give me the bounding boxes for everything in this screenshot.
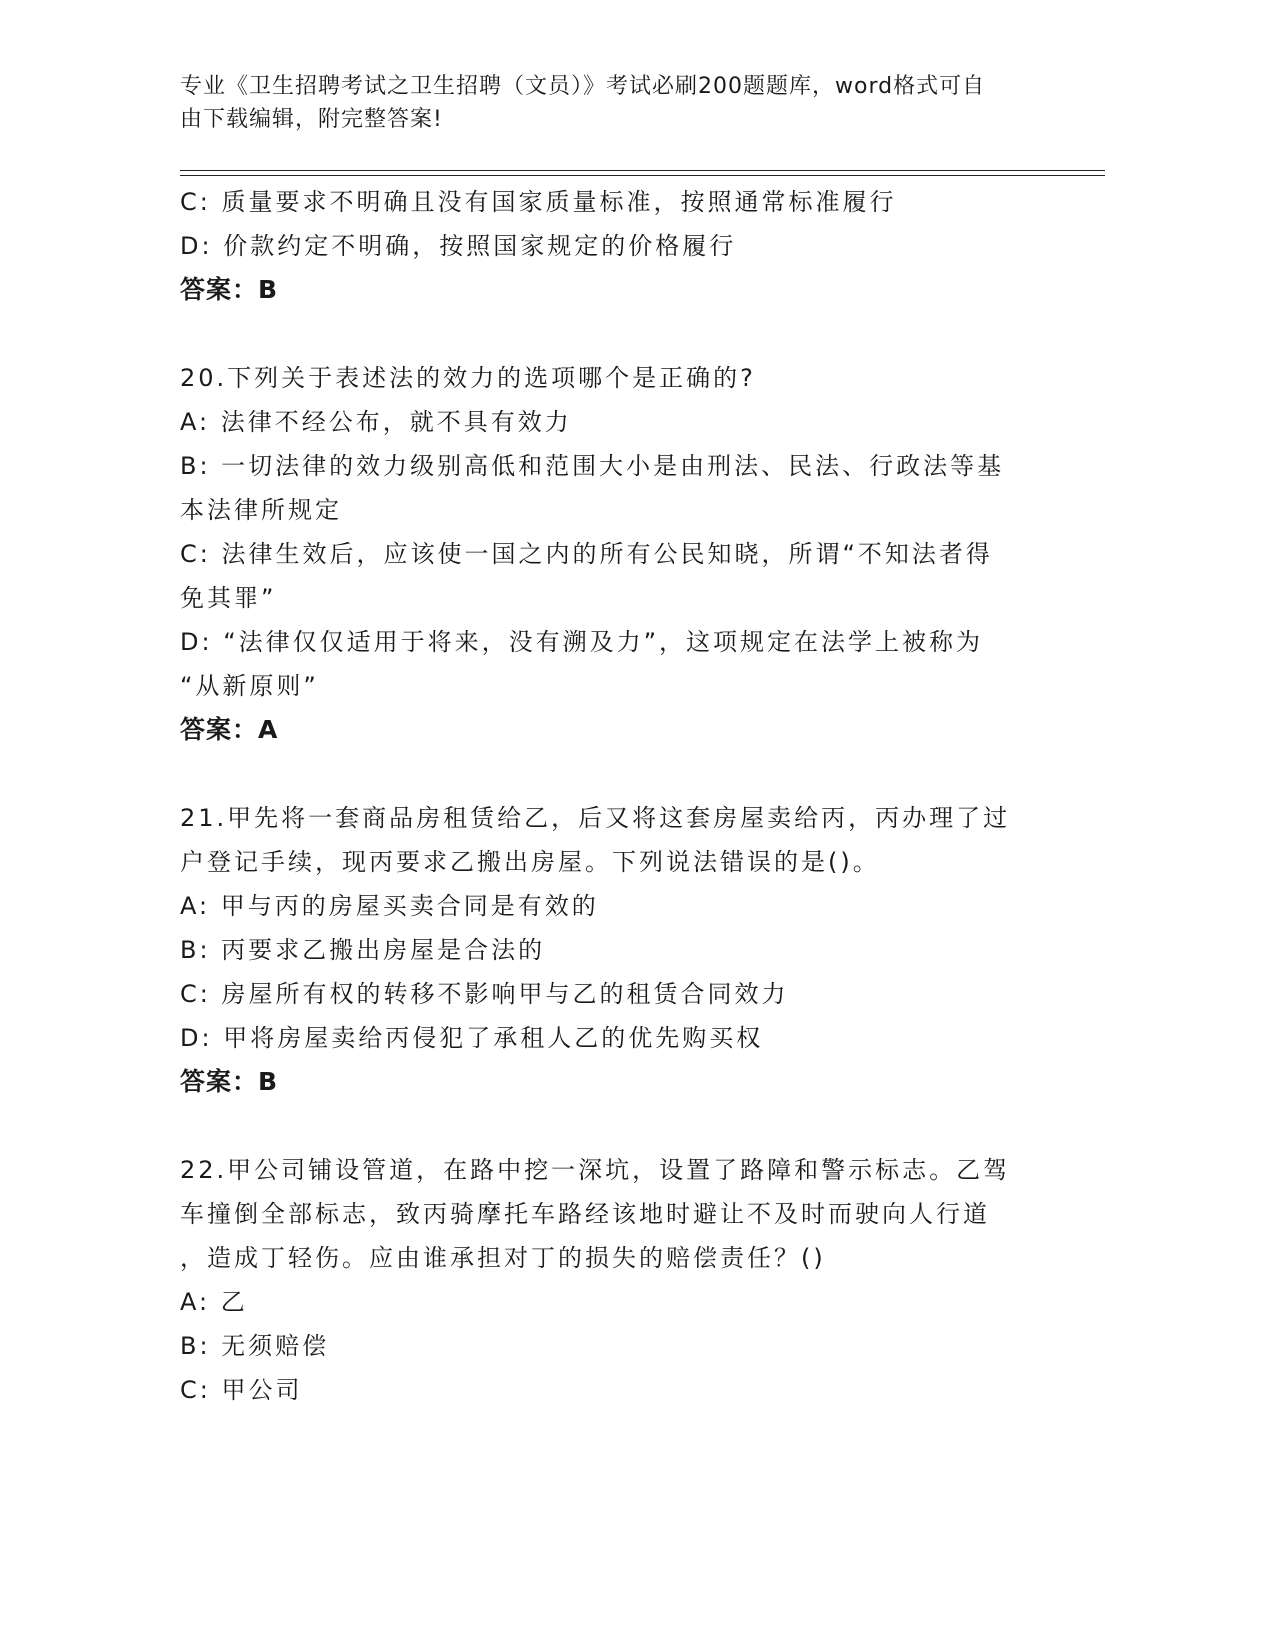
option-c: C: 质量要求不明确且没有国家质量标准，按照通常标准履行 bbox=[180, 188, 897, 216]
question-text-line-3: ，造成丁轻伤。应由谁承担对丁的损失的赔偿责任？() bbox=[180, 1244, 826, 1272]
document-body bbox=[180, 180, 1040, 1412]
question-20 bbox=[180, 356, 1040, 752]
header-title-line-2: 由下载编辑，附完整答案! bbox=[180, 107, 443, 132]
question-21 bbox=[180, 796, 1040, 1104]
question-text-line-2: 户登记手续，现丙要求乙搬出房屋。下列说法错误的是()。 bbox=[180, 848, 880, 876]
option-c-line-1: C: 法律生效后，应该使一国之内的所有公民知晓，所谓“不知法者得 bbox=[180, 540, 993, 568]
option-b-line-2: 本法律所规定 bbox=[180, 496, 342, 524]
header-divider-top bbox=[180, 170, 1105, 171]
answer-label: 答案：A bbox=[180, 715, 279, 744]
spacer bbox=[180, 752, 1040, 796]
option-a: A: 甲与丙的房屋买卖合同是有效的 bbox=[180, 892, 599, 920]
option-a: A: 乙 bbox=[180, 1288, 248, 1316]
header-title-line-1: 专业《卫生招聘考试之卫生招聘（文员）》考试必刷200题题库，word格式可自 bbox=[180, 74, 986, 99]
option-b: B: 无须赔偿 bbox=[180, 1332, 330, 1360]
option-d: D: 甲将房屋卖给丙侵犯了承租人乙的优先购买权 bbox=[180, 1024, 764, 1052]
answer-label: 答案：B bbox=[180, 1067, 279, 1096]
option-c: C: 甲公司 bbox=[180, 1376, 303, 1404]
answer-label: 答案：B bbox=[180, 275, 279, 304]
question-text-line-1: 22.甲公司铺设管道，在路中挖一深坑，设置了路障和警示标志。乙驾 bbox=[180, 1156, 1011, 1184]
question-22 bbox=[180, 1148, 1040, 1412]
document-header bbox=[180, 70, 1040, 136]
option-c-line-2: 免其罪” bbox=[180, 584, 277, 612]
question-text: 20.下列关于表述法的效力的选项哪个是正确的? bbox=[180, 364, 756, 392]
option-c: C: 房屋所有权的转移不影响甲与乙的租赁合同效力 bbox=[180, 980, 789, 1008]
option-a: A: 法律不经公布，就不具有效力 bbox=[180, 408, 572, 436]
header-divider-bottom bbox=[180, 175, 1105, 176]
question-text-line-1: 21.甲先将一套商品房租赁给乙，后又将这套房屋卖给丙，丙办理了过 bbox=[180, 804, 1011, 832]
question-text-line-2: 车撞倒全部标志，致丙骑摩托车路经该地时避让不及时而驶向人行道 bbox=[180, 1200, 990, 1228]
question-19-continued bbox=[180, 180, 1040, 312]
spacer bbox=[180, 1104, 1040, 1148]
option-b: B: 丙要求乙搬出房屋是合法的 bbox=[180, 936, 546, 964]
option-d-line-1: D: “法律仅仅适用于将来，没有溯及力”，这项规定在法学上被称为 bbox=[180, 628, 984, 656]
option-d-line-2: “从新原则” bbox=[180, 672, 319, 700]
option-b-line-1: B: 一切法律的效力级别高低和范围大小是由刑法、民法、行政法等基 bbox=[180, 452, 1005, 480]
spacer bbox=[180, 312, 1040, 356]
option-d: D: 价款约定不明确，按照国家规定的价格履行 bbox=[180, 232, 737, 260]
